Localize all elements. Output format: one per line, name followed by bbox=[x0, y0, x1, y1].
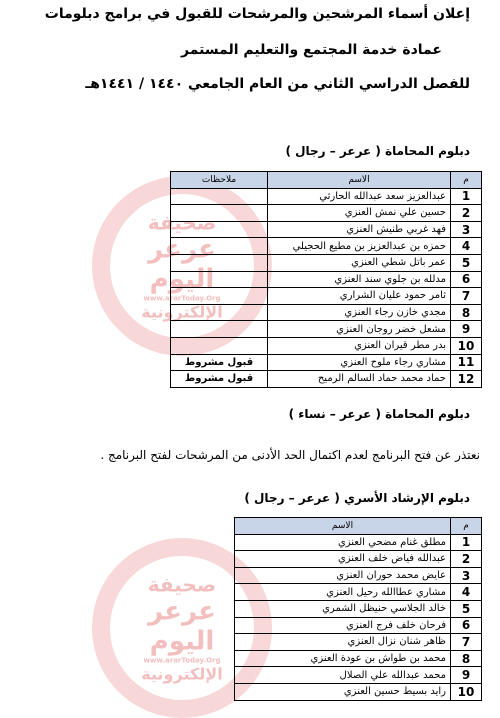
table-row bbox=[171, 371, 482, 388]
watermark-bottom: الإلكترونية bbox=[141, 664, 223, 684]
column-header-notes: ملاحظات bbox=[171, 172, 268, 189]
table-row bbox=[235, 600, 482, 617]
watermark-middle: عرعر اليوم bbox=[148, 234, 216, 295]
row-num: 6 bbox=[451, 617, 482, 634]
table-row bbox=[171, 304, 482, 321]
row-name: خالد الجلاسي حنيظل الشمري bbox=[235, 600, 451, 617]
table-header-row bbox=[235, 518, 482, 535]
row-note bbox=[171, 337, 268, 354]
table-row bbox=[171, 288, 482, 305]
column-header-name: الاسم bbox=[235, 518, 451, 535]
table-row bbox=[171, 271, 482, 288]
row-num: 9 bbox=[451, 667, 482, 684]
row-num: 3 bbox=[451, 221, 482, 238]
row-num: 2 bbox=[451, 551, 482, 568]
row-name: ثامر حمود عليان الشراري bbox=[268, 288, 451, 305]
row-note: قبول مشروط bbox=[171, 354, 268, 371]
watermark-text bbox=[137, 573, 227, 684]
law-men-table bbox=[170, 171, 482, 388]
row-num: 6 bbox=[451, 271, 482, 288]
row-num: 7 bbox=[451, 634, 482, 651]
row-name: حماد محمد حماد السالم الرميح bbox=[268, 371, 451, 388]
section-title-family-counseling: دبلوم الإرشاد الأسري ( عرعر – رجال ) bbox=[244, 491, 470, 505]
semester-line: للفصل الدراسي الثاني من العام الجامعي ١٤٤٠ / ١٤٤١هـ bbox=[85, 76, 470, 92]
row-num: 5 bbox=[451, 254, 482, 271]
row-name: محمد عبدالله علي الصلال bbox=[235, 667, 451, 684]
row-name: مشاري رجاء ملوح العنزي bbox=[268, 354, 451, 371]
deanship-name: عمادة خدمة المجتمع والتعليم المستمر bbox=[181, 42, 442, 58]
watermark-url: www.ararToday.Org bbox=[143, 656, 221, 665]
table-row bbox=[235, 634, 482, 651]
table-row bbox=[171, 321, 482, 338]
row-name: مطلق غنام مضحي العنزي bbox=[235, 534, 451, 551]
row-name: عبدالعزيز سعد عبدالله الحارثي bbox=[268, 188, 451, 205]
row-num: 10 bbox=[451, 683, 482, 700]
row-note: قبول مشروط bbox=[171, 371, 268, 388]
row-num: 4 bbox=[451, 238, 482, 255]
table-row bbox=[235, 534, 482, 551]
row-note bbox=[171, 188, 268, 205]
row-num: 8 bbox=[451, 304, 482, 321]
row-num: 5 bbox=[451, 600, 482, 617]
row-name: فرحان خلف فرج العنزي bbox=[235, 617, 451, 634]
table-row bbox=[171, 254, 482, 271]
row-note bbox=[171, 221, 268, 238]
row-num: 7 bbox=[451, 288, 482, 305]
row-name: ظاهر شنان نزال العنزي bbox=[235, 634, 451, 651]
watermark-top: صحيفة bbox=[147, 572, 217, 597]
row-note bbox=[171, 205, 268, 222]
table-row bbox=[235, 551, 482, 568]
row-num: 11 bbox=[451, 354, 482, 371]
table-row bbox=[235, 667, 482, 684]
row-note bbox=[171, 288, 268, 305]
watermark-top: صحيفة bbox=[147, 210, 217, 235]
table-row bbox=[235, 683, 482, 700]
table-row bbox=[235, 650, 482, 667]
watermark-middle: عرعر اليوم bbox=[148, 596, 216, 657]
row-name: عمر باتل شطي العنزي bbox=[268, 254, 451, 271]
table-row bbox=[235, 567, 482, 584]
row-name: رايد بسيط حسين العنزي bbox=[235, 683, 451, 700]
section-title-law-men: دبلوم المحاماة ( عرعر – رجال ) bbox=[285, 144, 470, 158]
table-header-row bbox=[171, 172, 482, 189]
row-name: بدر مطر قيران العنزي bbox=[268, 337, 451, 354]
row-num: 12 bbox=[451, 371, 482, 388]
watermark-url: www.ararToday.Org bbox=[143, 294, 221, 303]
row-note bbox=[171, 238, 268, 255]
table-row bbox=[171, 238, 482, 255]
row-name: مجدي خازن رجاء العنزي bbox=[268, 304, 451, 321]
row-name: حمزه بن عبدالعزيز بن مطيع الحجيلي bbox=[268, 238, 451, 255]
row-name: حسين علي نمش العنزي bbox=[268, 205, 451, 222]
row-note bbox=[171, 304, 268, 321]
table-row bbox=[235, 584, 482, 601]
column-header-num: م bbox=[451, 518, 482, 535]
table-row bbox=[171, 354, 482, 371]
table-row bbox=[171, 205, 482, 222]
row-name: فهد غربي طنيش العنزي bbox=[268, 221, 451, 238]
row-num: 10 bbox=[451, 337, 482, 354]
row-name: مدلله بن جلوي سند العنزي bbox=[268, 271, 451, 288]
row-note bbox=[171, 254, 268, 271]
announcement-title: إعلان أسماء المرشحين والمرشحات للقبول في برامج دبلومات bbox=[44, 6, 470, 22]
section-title-law-women: دبلوم المحاماة ( عرعر – نساء ) bbox=[288, 407, 470, 421]
row-num: 8 bbox=[451, 650, 482, 667]
row-name: مشعل خضر روجان العنزي bbox=[268, 321, 451, 338]
row-num: 9 bbox=[451, 321, 482, 338]
row-name: عبدالله فياض خلف العنزي bbox=[235, 551, 451, 568]
row-num: 4 bbox=[451, 584, 482, 601]
table-row bbox=[171, 337, 482, 354]
row-num: 2 bbox=[451, 205, 482, 222]
row-name: عايض محمد حوران العنزي bbox=[235, 567, 451, 584]
row-num: 3 bbox=[451, 567, 482, 584]
row-num: 1 bbox=[451, 188, 482, 205]
row-note bbox=[171, 321, 268, 338]
row-note bbox=[171, 271, 268, 288]
row-name: محمد بن طواش بن عودة العنزي bbox=[235, 650, 451, 667]
family-counseling-table bbox=[234, 517, 482, 701]
row-name: مشاري عطاالله رحيل العنزي bbox=[235, 584, 451, 601]
table-row bbox=[171, 221, 482, 238]
column-header-name: الاسم bbox=[268, 172, 451, 189]
watermark-bottom: الإلكترونية bbox=[141, 302, 223, 322]
table-row bbox=[171, 188, 482, 205]
table-row bbox=[235, 617, 482, 634]
column-header-num: م bbox=[451, 172, 482, 189]
row-num: 1 bbox=[451, 534, 482, 551]
program-cancel-notice: نعتذر عن فتح البرنامج لعدم اكتمال الحد الأدنى من المرشحات لفتح البرنامج . bbox=[100, 448, 480, 462]
